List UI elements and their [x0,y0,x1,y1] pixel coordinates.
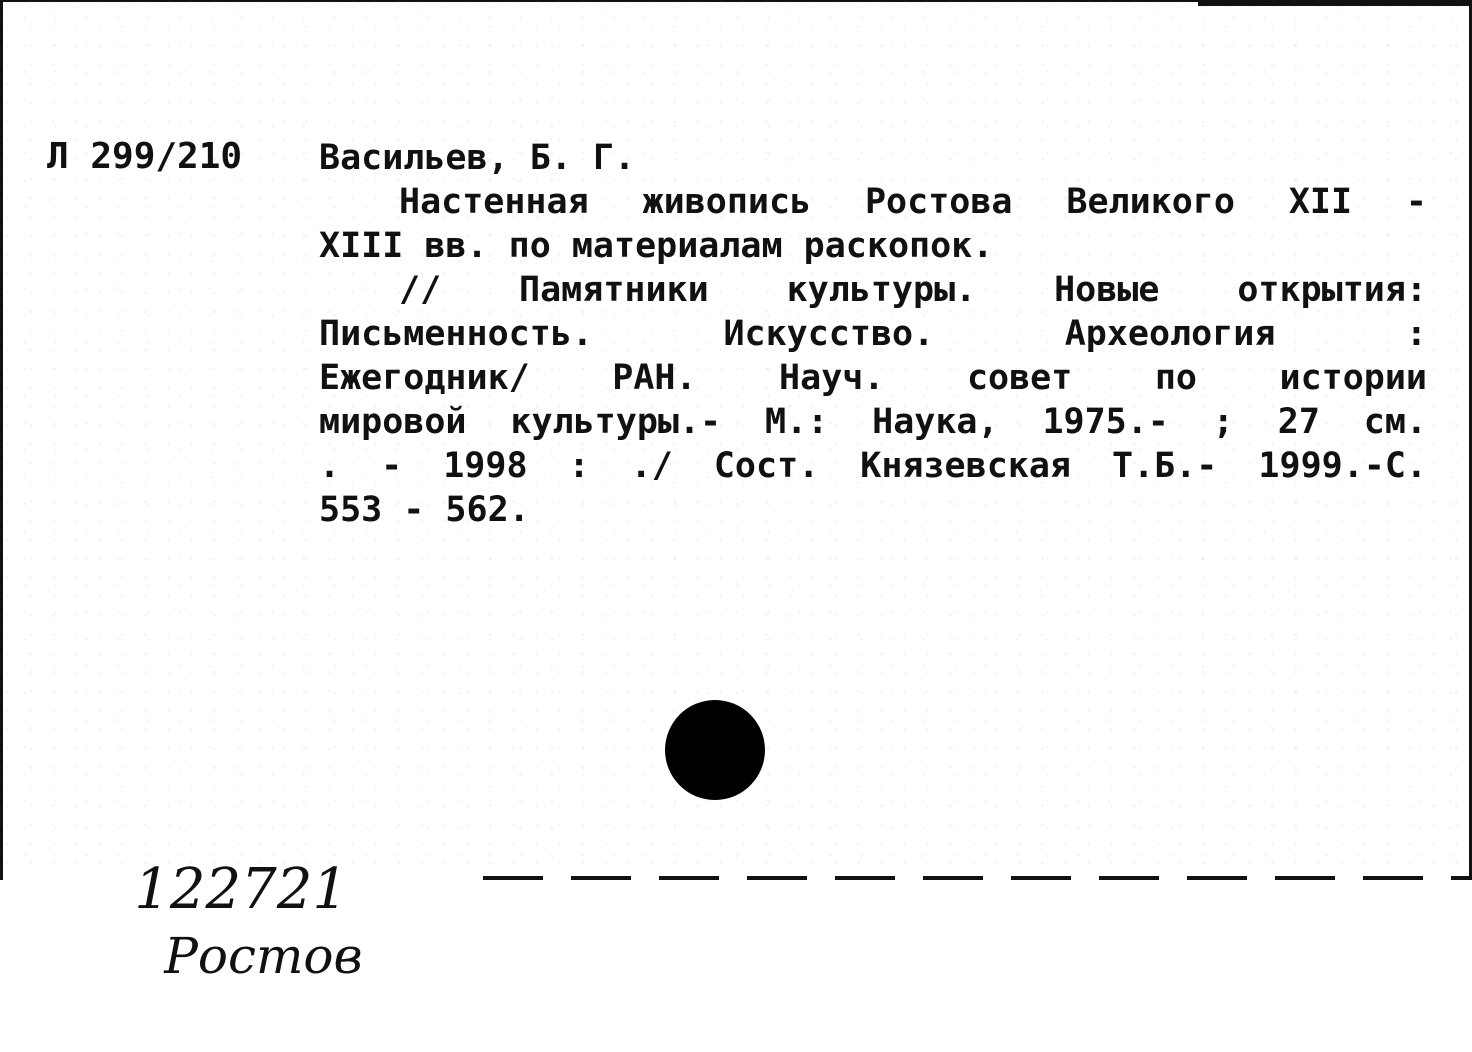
handwritten-annotation [63,792,363,1052]
source-line-1: // Памятники культуры. Новые открытия: [399,270,1427,310]
author-line: Васильев, Б. Г. [319,138,636,178]
bibliographic-entry [319,136,1427,532]
call-number: Л 299/210 [47,136,243,177]
inventory-number: 122721 [134,857,348,922]
title-line-2: XIII вв. по материалам раскопок. [319,226,994,266]
card-top-edge-mark [1198,2,1472,6]
source-line-4: мировой культуры.- М.: Наука, 1975.- ; 27 см. [319,402,1427,442]
source-line-5: . - 1998 : ./ Сост. Князевская Т.Б.- 1999.-С. [319,446,1427,486]
card-punch-hole [665,700,765,800]
source-line-2: Письменность. Искусство. Археология : [319,314,1427,354]
pages-line: 553 - 562. [319,490,530,530]
card-bottom-edge-marks [483,876,1469,880]
city-note: Ростов [164,927,363,985]
source-line-3: Ежегодник/ РАН. Науч. совет по истории [319,358,1427,398]
title-line-1: Настенная живопись Ростова Великого XII - [399,182,1427,222]
